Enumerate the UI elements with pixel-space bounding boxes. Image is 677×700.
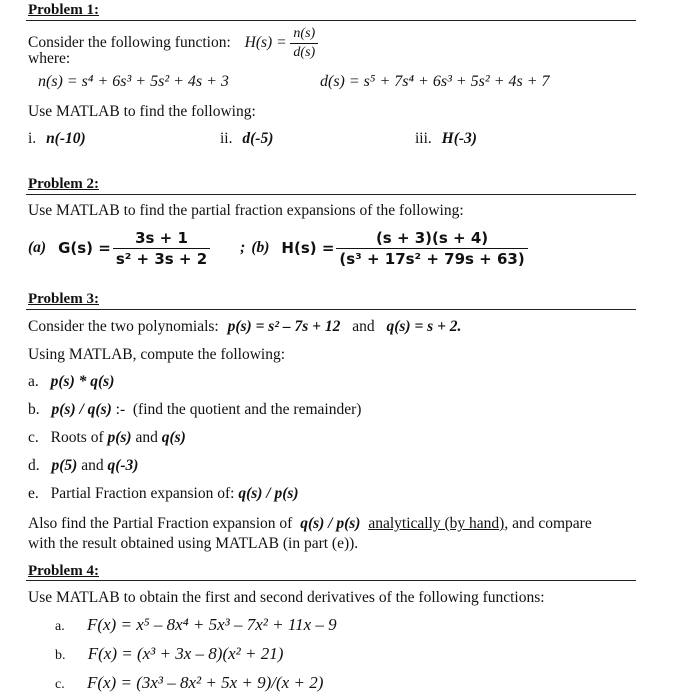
p1-item-iii-label: iii. bbox=[415, 130, 432, 147]
problem-3-heading: Problem 3: bbox=[28, 291, 99, 307]
p1-fraction bbox=[290, 26, 318, 61]
p3-also-link: analytically (by hand) bbox=[368, 515, 505, 532]
p2-G-num: 3s + 1 bbox=[135, 228, 188, 247]
p1-item-i bbox=[28, 130, 86, 148]
p1-H-label: H(s) = bbox=[244, 34, 287, 52]
p3-item-c bbox=[28, 429, 186, 447]
p3-item-c-label: c. bbox=[28, 429, 39, 446]
p3-item-e-label: e. bbox=[28, 485, 39, 502]
p3-item-e bbox=[28, 485, 299, 503]
p3-item-b-label: b. bbox=[28, 401, 40, 418]
p3-q-equation: q(s) = s + 2. bbox=[386, 318, 462, 335]
p1-item-ii bbox=[220, 130, 273, 148]
p1-use: Use MATLAB to find the following: bbox=[28, 103, 256, 120]
p1-intro-line bbox=[28, 26, 318, 61]
p4-use: Use MATLAB to obtain the first and second derivatives of the following functions: bbox=[28, 589, 545, 606]
p3-and: and bbox=[352, 318, 375, 335]
p3-item-b bbox=[28, 401, 361, 419]
p1-fraction-num: n(s) bbox=[293, 26, 316, 41]
p2-use: Use MATLAB to find the partial fraction expansions of the following: bbox=[28, 202, 464, 219]
p4-item-b-expr: F(x) = (x³ + 3x – 8)(x² + 21) bbox=[87, 644, 284, 663]
p3-item-d-label: d. bbox=[28, 457, 40, 474]
p2-G-fraction bbox=[113, 229, 210, 268]
p1-d-equation: d(s) = s⁵ + 7s⁴ + 6s³ + 5s² + 4s + 7 bbox=[320, 73, 550, 90]
p1-item-iii-value: H(-3) bbox=[441, 130, 477, 147]
p3-p-equation: p(s) = s² – 7s + 12 bbox=[227, 318, 341, 335]
p3-item-d-math2: q(-3) bbox=[107, 457, 139, 474]
problem-1-heading: Problem 1: bbox=[28, 2, 99, 18]
p3-also-b: , and compare bbox=[504, 515, 592, 532]
p3-item-e-math: q(s) / p(s) bbox=[238, 485, 299, 502]
p3-item-a-math: p(s) * q(s) bbox=[50, 373, 115, 390]
p4-item-c-label: c. bbox=[55, 677, 65, 692]
p3-item-d bbox=[28, 457, 138, 475]
p1-item-iii bbox=[415, 130, 477, 148]
p2-equations bbox=[28, 224, 528, 272]
p3-also-line2: with the result obtained using MATLAB (in part (e)). bbox=[28, 535, 359, 552]
p2-G-den: s² + 3s + 2 bbox=[113, 248, 210, 268]
p4-item-b bbox=[55, 644, 283, 664]
p3-item-b-math: p(s) / q(s) bbox=[51, 401, 112, 418]
p3-item-c-math: p(s) bbox=[107, 429, 132, 446]
p1-intro: Consider the following function: bbox=[28, 34, 231, 52]
p4-item-b-label: b. bbox=[55, 648, 66, 663]
p3-item-c-mid: and bbox=[131, 429, 162, 446]
p2-H-num: (s + 3)(s + 4) bbox=[375, 228, 489, 247]
p1-item-ii-value: d(-5) bbox=[242, 130, 274, 147]
divider bbox=[26, 309, 636, 310]
p3-item-e-pre: Partial Fraction expansion of: bbox=[50, 485, 239, 502]
p4-item-a-expr: F(x) = x⁵ – 8x⁴ + 5x³ – 7x² + 11x – 9 bbox=[86, 615, 337, 634]
p2-b-label: (b) bbox=[251, 239, 270, 256]
p3-use: Using MATLAB, compute the following: bbox=[28, 346, 286, 363]
p3-item-b-text: :- (find the quotient and the remainder) bbox=[111, 401, 362, 418]
p3-also-line1 bbox=[28, 515, 592, 533]
p3-item-a bbox=[28, 373, 114, 391]
p4-item-a bbox=[55, 615, 337, 635]
p1-item-i-label: i. bbox=[28, 130, 37, 147]
p3-also-math: q(s) / p(s) bbox=[300, 515, 361, 532]
p4-item-c bbox=[55, 673, 323, 693]
p2-H-den: (s³ + 17s² + 79s + 63) bbox=[336, 248, 527, 268]
p1-item-i-value: n(-10) bbox=[46, 130, 86, 147]
problem-4-heading: Problem 4: bbox=[28, 563, 99, 579]
p3-also-a: Also find the Partial Fraction expansion of bbox=[28, 515, 293, 532]
divider bbox=[26, 194, 636, 195]
divider bbox=[26, 580, 636, 581]
problem-2-heading: Problem 2: bbox=[28, 176, 99, 192]
p2-H-fraction bbox=[336, 229, 527, 268]
divider bbox=[26, 20, 636, 21]
p3-intro: Consider the two polynomials: bbox=[28, 318, 219, 335]
p3-item-c-math2: q(s) bbox=[161, 429, 186, 446]
p2-H-label: H(s) = bbox=[281, 239, 335, 257]
p2-a-label: (a) bbox=[28, 239, 47, 256]
p4-item-a-label: a. bbox=[55, 619, 65, 634]
p3-item-d-mid: and bbox=[77, 457, 108, 474]
p3-item-a-label: a. bbox=[28, 373, 39, 390]
p1-item-ii-label: ii. bbox=[220, 130, 233, 147]
p2-G-label: G(s) = bbox=[58, 239, 111, 257]
p1-where: where: bbox=[28, 50, 71, 67]
p3-item-c-pre: Roots of bbox=[50, 429, 108, 446]
p4-item-c-expr: F(x) = (3x³ – 8x² + 5x + 9)/(x + 2) bbox=[86, 673, 324, 692]
p3-item-d-math: p(5) bbox=[51, 457, 78, 474]
p1-n-equation: n(s) = s⁴ + 6s³ + 5s² + 4s + 3 bbox=[38, 73, 229, 90]
p3-intro-line bbox=[28, 318, 461, 336]
p2-sep: ; bbox=[240, 239, 246, 256]
p1-fraction-den: d(s) bbox=[290, 43, 318, 61]
